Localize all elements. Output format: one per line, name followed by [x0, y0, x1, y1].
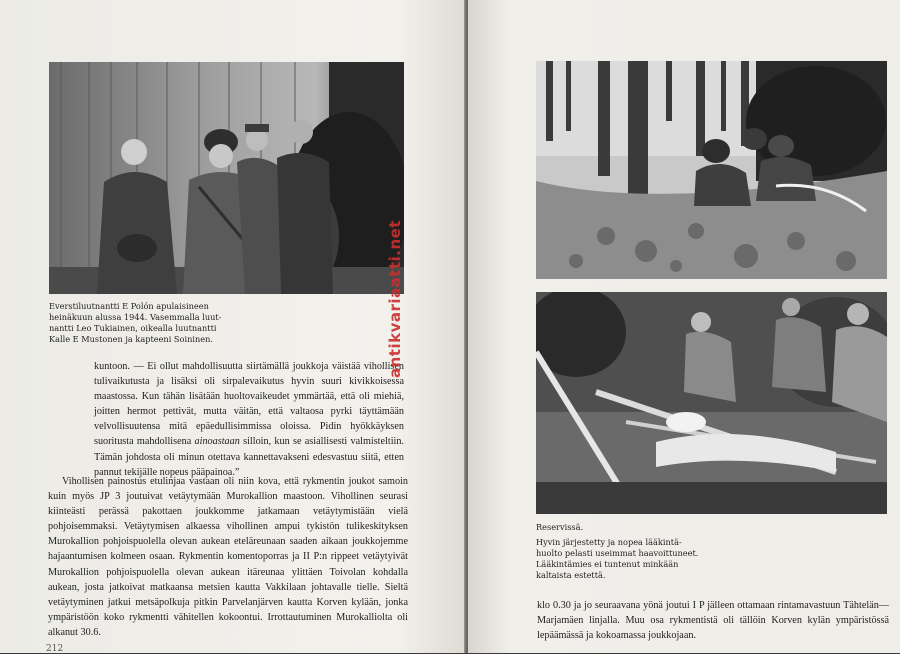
closing-paragraph: klo 0.30 ja jo seuraavana yönä joutui I P jälleen ottamaan rintamavastuun Tähtelän—Marjamäen linjalla. Muu osa rykmentistä oli tällöin Korven kylän ympäristössä lepäämässä ja kokoamassa joukkojaan.: [537, 600, 889, 642]
right-page: [468, 0, 900, 653]
photo-caption: Everstiluutnantti E Polón apulaisineen heinäkuun alussa 1944. Vasemmalla luut- nantti Leo Tukiainen, oikealla luutnantti Kalle E Mustonen ja kapteeni Soininen.: [49, 301, 222, 344]
page-number: 212: [46, 644, 64, 654]
quote-text-end: silloin, kun se asiallisesti valmisteltiin. Tämän johdosta oli minun otettava kannettavakseni edesvastuu siitä, etten pannut tekijälle nopeus pääpainoa.”: [94, 436, 404, 478]
closing-paragraph-block: [537, 598, 889, 643]
main-paragraph: Vihollisen painostus etulinjaa vastaan oli niin kova, että rykmentin joukot samoin kuin myös JP 3 joutuivat vetäytymään Murokallion maastoon. Vihollinen seurasi kiinteästi perässä pakottaen joukkomme jatkamaan vetäytymistään vielä pohjoisemmaksi. Vetäytymisen alkaessa vihollinen ampui tykistön tulikeskityksen Murokallion pohjoispuolella olevan aukean eteläreunaan saaden aikaan joukkojemme hajaantumisen kolmeen osaan. Rykmentin komentoporras ja II P:n rippeet vetäytyivät Murokallion pohjoispuolella olevan aukean itäreunaa ylittäen Toivolan kohdalla aukean, josta jatkoivat matkaansa metsien kautta Vakkilaan johtavalle tielle. Sieltä vetäytyminen jatkui metsäpolkuja pitkin Parvelanjärven kautta Korven kylään, jonka ympäristöön koko rykmentti vähitellen kokoontui. Irrottautuminen Murokalliolta oli alkanut 30.6.: [48, 476, 408, 638]
forest-soldiers-photo: [536, 61, 887, 279]
quote-emphasis: ainoastaan: [194, 436, 240, 448]
watermark-text: antikvariaatti.net: [386, 220, 404, 378]
quoted-statement: [94, 359, 404, 480]
main-paragraph-block: [48, 474, 408, 640]
reserve-caption-title: Reservissä.: [536, 522, 584, 532]
stretcher-photo: [536, 292, 887, 514]
quote-text-start: kuntoon. — Ei ollut mahdollisuutta siirtämällä joukkoja väistää vihollisen tulivaikutusta ja lisäksi oli sirpalevaikutus hyvin suuri kivikkoisessa maastossa. Kun tähän lisätään huoltovaikeudet ymmärtää, että oli miehiä, joitten hermot pettivät, mutta väitän, että valtaosa pyrki täyttämään velvollisuutensa mitä epäedullisimmissa oloissa. Pidin hyökkäyksen suoritusta mahdollisena: [94, 361, 404, 448]
officers-photo: [49, 62, 404, 294]
medical-caption: Hyvin järjestetty ja nopea lääkintä- huolto pelasti useimmat haavoittuneet. Lääkintämies ei tuntenut minkään kaltaista estettä.: [536, 537, 699, 580]
